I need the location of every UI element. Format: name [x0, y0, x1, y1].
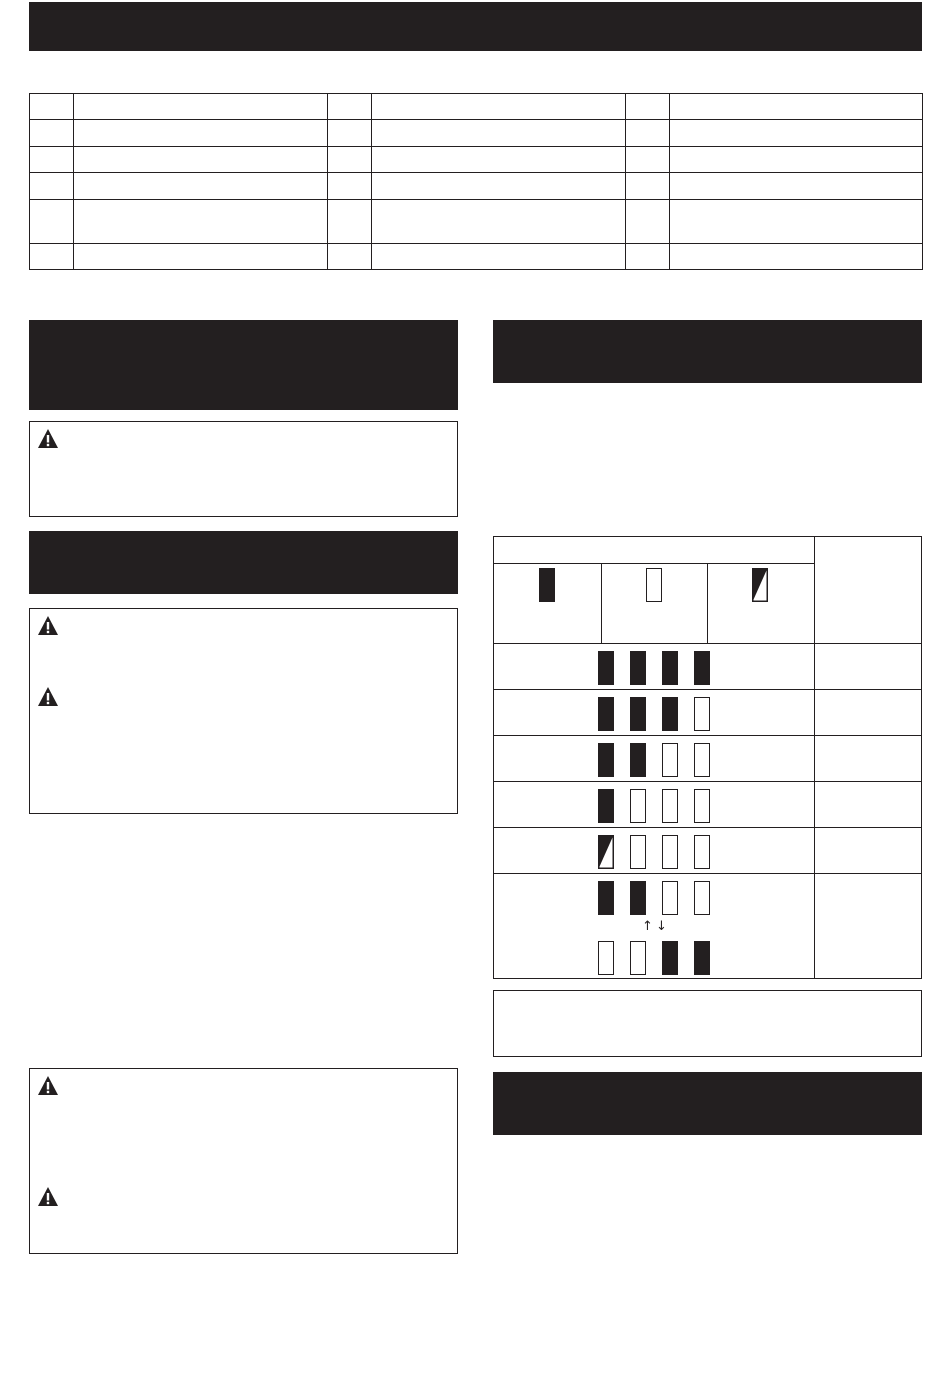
grid-line	[601, 563, 602, 643]
indicator-lamp-off-icon	[694, 743, 710, 777]
grid-line	[814, 537, 815, 978]
warning-triangle-icon	[37, 686, 59, 708]
table-cell	[30, 173, 74, 200]
indicator-legend-on-icon	[539, 568, 555, 602]
warning-triangle-icon	[37, 428, 59, 450]
table-cell	[626, 94, 670, 120]
indicator-lamp-off-icon	[662, 881, 678, 915]
warning-triangle-icon	[37, 1186, 59, 1208]
indicator-lamp-on-icon	[662, 651, 678, 685]
indicator-lamp-off-icon	[694, 789, 710, 823]
table-cell	[372, 244, 626, 270]
indicator-lamp-blinking-icon	[598, 835, 614, 869]
table-cell	[30, 94, 74, 120]
table-cell	[372, 200, 626, 244]
table-cell	[328, 200, 372, 244]
indicator-lamp-off-icon	[662, 789, 678, 823]
indicator-lamp-on-icon	[598, 697, 614, 731]
table-row	[30, 244, 923, 270]
table-cell	[74, 244, 328, 270]
grid-line	[494, 689, 921, 690]
indicator-lamp-on-icon	[598, 881, 614, 915]
indicator-lamp-on-icon	[598, 789, 614, 823]
caution-box-1	[29, 421, 458, 517]
grid-line	[707, 563, 708, 643]
table-cell	[328, 244, 372, 270]
table-cell	[328, 173, 372, 200]
warning-triangle-icon	[37, 615, 59, 637]
table-row	[30, 147, 923, 173]
indicator-lamp-on-icon	[662, 697, 678, 731]
table-cell	[74, 120, 328, 147]
indicator-legend-blinking-icon	[752, 568, 768, 602]
grid-line	[494, 735, 921, 736]
indicator-lamp-on-icon	[662, 941, 678, 975]
indicator-lamp-off-icon	[694, 881, 710, 915]
table-cell	[670, 94, 923, 120]
table-cell	[670, 173, 923, 200]
table-cell	[372, 147, 626, 173]
table-cell	[74, 200, 328, 244]
caution-box-3	[29, 1068, 458, 1254]
up-arrow-icon: ↑	[642, 919, 653, 934]
indicator-lamp-on-icon	[598, 651, 614, 685]
table-cell	[626, 147, 670, 173]
indicator-lamp-on-icon	[630, 697, 646, 731]
parts-table	[29, 93, 923, 270]
indicator-lamp-on-icon	[630, 881, 646, 915]
table-row	[30, 200, 923, 244]
indicator-lamp-off-icon	[630, 789, 646, 823]
right-section-header-2	[493, 1072, 922, 1135]
down-arrow-icon: ↓	[656, 919, 667, 934]
table-cell	[74, 173, 328, 200]
table-cell	[670, 200, 923, 244]
indicator-lamp-off-icon	[630, 835, 646, 869]
page-header-bar	[29, 2, 922, 51]
table-cell	[670, 120, 923, 147]
indicator-lamp-on-icon	[630, 743, 646, 777]
indicator-lamp-off-icon	[694, 835, 710, 869]
caution-box-2	[29, 608, 458, 814]
table-row	[30, 173, 923, 200]
table-cell	[626, 200, 670, 244]
table-cell	[30, 147, 74, 173]
indicator-lamp-on-icon	[630, 651, 646, 685]
grid-line	[494, 643, 921, 644]
table-row	[30, 120, 923, 147]
table-cell	[372, 94, 626, 120]
table-cell	[626, 173, 670, 200]
indicator-lamp-on-icon	[694, 651, 710, 685]
indicator-lamp-on-icon	[598, 743, 614, 777]
indicator-lamp-off-icon	[630, 941, 646, 975]
table-cell	[328, 120, 372, 147]
left-section-header-2	[29, 531, 458, 594]
table-cell	[30, 200, 74, 244]
table-cell	[372, 173, 626, 200]
indicator-legend-off-icon	[646, 568, 662, 602]
indicator-lamp-off-icon	[598, 941, 614, 975]
grid-line	[494, 873, 921, 874]
grid-line	[494, 781, 921, 782]
table-cell	[626, 120, 670, 147]
table-cell	[328, 94, 372, 120]
table-cell	[328, 147, 372, 173]
table-cell	[30, 244, 74, 270]
indicator-lamp-off-icon	[662, 743, 678, 777]
grid-line	[494, 827, 921, 828]
indicator-lamp-off-icon	[694, 697, 710, 731]
indicator-lamp-off-icon	[662, 835, 678, 869]
grid-line	[494, 563, 814, 564]
table-cell	[670, 244, 923, 270]
table-row	[30, 94, 923, 120]
note-box	[493, 990, 922, 1057]
left-section-header-1	[29, 320, 458, 410]
indicator-lamp-on-icon	[694, 941, 710, 975]
table-cell	[670, 147, 923, 173]
table-cell	[626, 244, 670, 270]
warning-triangle-icon	[37, 1075, 59, 1097]
table-cell	[74, 147, 328, 173]
table-cell	[74, 94, 328, 120]
table-cell	[372, 120, 626, 147]
right-section-header-1	[493, 320, 922, 383]
table-cell	[30, 120, 74, 147]
